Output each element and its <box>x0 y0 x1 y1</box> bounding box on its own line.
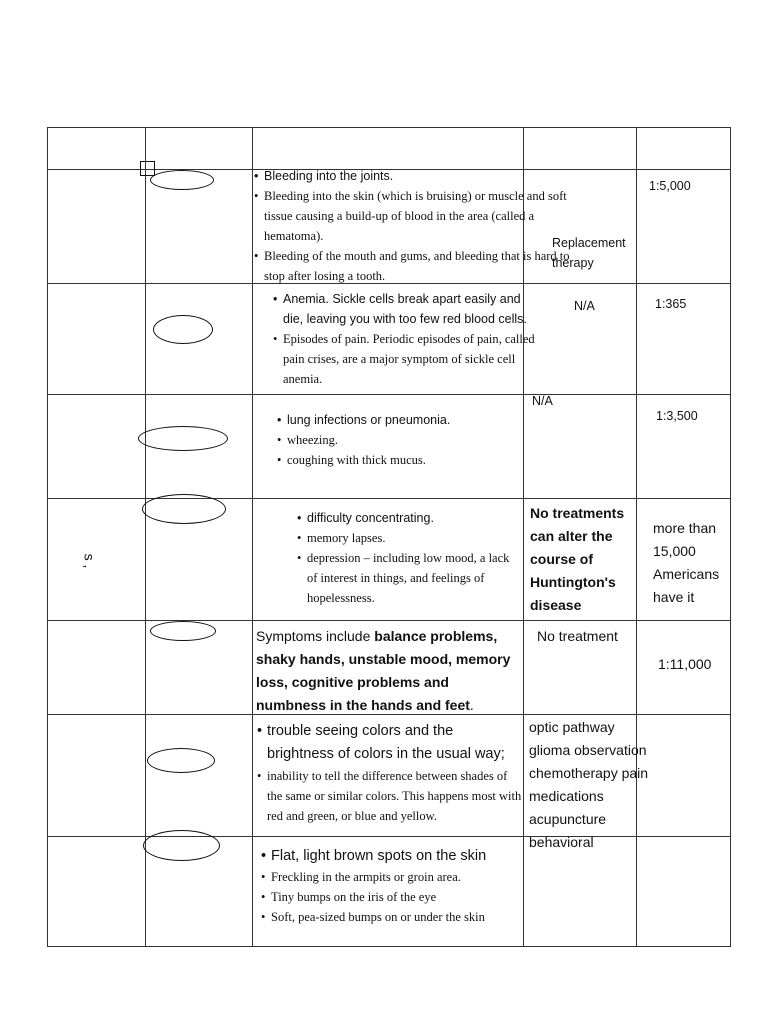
row-divider <box>47 498 731 499</box>
list-item: • trouble seeing colors and the brightness of colors in the usual way; <box>257 720 522 766</box>
list-item: • difficulty concentrating. <box>297 508 519 528</box>
list-item: • Anemia. Sickle cells break apart easily and die, leaving you with too few red blood cells. <box>273 289 543 329</box>
symptoms-cell <box>256 625 520 717</box>
stray-text-fragment: s , <box>81 553 98 569</box>
list-item: • Freckling in the armpits or groin area. <box>261 867 523 887</box>
table-border-top <box>47 127 731 128</box>
symptoms-cell <box>277 410 517 470</box>
checkbox[interactable] <box>140 161 155 176</box>
symptoms-cell <box>257 720 522 826</box>
symptoms-intro: Symptoms include <box>256 628 375 644</box>
table-border-left <box>47 127 48 947</box>
row-divider <box>47 394 731 395</box>
oval-shape <box>143 830 220 861</box>
symptoms-cell <box>297 508 519 608</box>
treatment-cell: optic pathway glioma observation chemotherapy pain medications acupuncture behavioral <box>529 719 649 850</box>
list-item: • Soft, pea-sized bumps on or under the skin <box>261 907 523 927</box>
column-divider <box>252 127 253 947</box>
column-divider <box>145 127 146 947</box>
treatment-cell: N/A <box>574 299 595 313</box>
list-item: • Bleeding into the skin (which is bruising) or muscle and soft tissue causing a build-up of blood in the area (called a hematoma). <box>254 186 574 246</box>
symptoms-cell <box>261 845 523 927</box>
symptoms-cell <box>254 166 574 286</box>
treatment-cell: N/A <box>532 394 553 408</box>
list-item: • Bleeding of the mouth and gums, and bleeding that is hard to stop after losing a tooth. <box>254 246 574 286</box>
list-item: • wheezing. <box>277 430 517 450</box>
list-item: • Bleeding into the joints. <box>254 166 574 186</box>
treatment-cell: No treatment <box>537 628 618 644</box>
list-item: • Flat, light brown spots on the skin <box>261 845 523 867</box>
table-border-bottom <box>47 946 731 947</box>
oval-shape <box>138 426 228 451</box>
oval-shape <box>153 315 213 344</box>
prevalence-cell: more than 15,000 Americans have it <box>653 520 720 605</box>
list-item: • lung infections or pneumonia. <box>277 410 517 430</box>
row-divider <box>47 620 731 621</box>
list-item: • coughing with thick mucus. <box>277 450 517 470</box>
oval-shape <box>150 170 214 190</box>
prevalence-cell: 1:5,000 <box>649 179 691 193</box>
prevalence-cell: 1:11,000 <box>658 656 712 672</box>
list-item: • Episodes of pain. Periodic episodes of pain, called pain crises, are a major symptom of sickle cell anemia. <box>273 329 543 389</box>
oval-shape <box>142 494 226 524</box>
symptoms-end: . <box>469 697 474 713</box>
table-border-right <box>730 127 731 947</box>
treatment-cell: Replacement therapy <box>552 236 626 270</box>
list-item: • depression – including low mood, a lack of interest in things, and feelings of hopelessness. <box>297 548 519 608</box>
prevalence-cell: 1:3,500 <box>656 409 698 423</box>
list-item: • inability to tell the difference between shades of the same or similar colors. This happens most with red and green, or blue and yellow. <box>257 766 522 826</box>
oval-shape <box>147 748 215 773</box>
symptoms-highlight: balance problems, shaky hands, unstable mood, memory loss, cognitive problems and numbness in the hands and feet <box>256 628 511 713</box>
oval-shape <box>150 621 216 641</box>
list-item: • memory lapses. <box>297 528 519 548</box>
prevalence-cell: 1:365 <box>655 297 687 311</box>
symptoms-cell <box>273 289 543 389</box>
treatment-cell: No treatments can alter the course of Huntington's disease <box>530 505 625 613</box>
list-item: • Tiny bumps on the iris of the eye <box>261 887 523 907</box>
